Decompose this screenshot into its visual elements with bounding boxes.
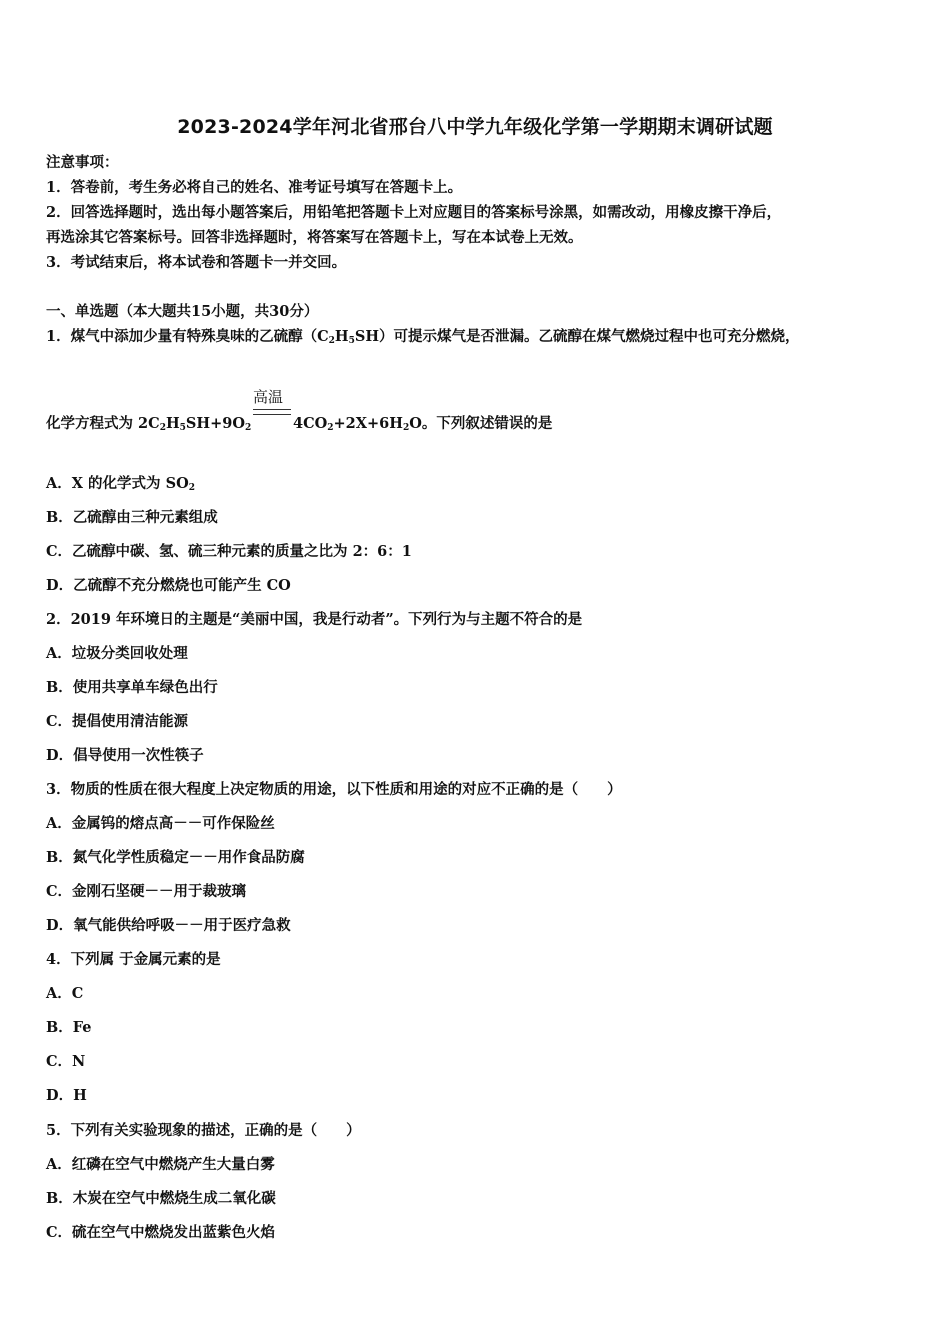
equation-part: SH+9O — [185, 415, 245, 432]
subscript: 5 — [179, 423, 186, 433]
equation-part: H — [165, 415, 180, 432]
q1-equation-left — [46, 412, 251, 433]
q1-stem-part: SH）可提示煤气是否泄漏。乙硫醇在煤气燃烧过程中也可充分燃烧， — [354, 328, 800, 345]
q4-option-a: A．C — [46, 985, 84, 1002]
page-title: 2023-2024学年河北省邢台八中学九年级化学第一学期期末调研试题 — [177, 116, 773, 138]
q3-option-c: C．金刚石坚硬－－用于裁玻璃 — [46, 883, 247, 900]
q5-option-b: B．木炭在空气中燃烧生成二氧化碳 — [46, 1190, 276, 1207]
q4-stem: 4．下列属 于金属元素的是 — [46, 951, 221, 968]
q2-option-b: B．使用共享单车绿色出行 — [46, 679, 218, 696]
q4-option-d: D．H — [46, 1087, 87, 1104]
q4-option-c: C．N — [46, 1053, 86, 1070]
subscript: 2 — [188, 483, 195, 493]
q3-stem: 3．物质的性质在很大程度上决定物质的用途，以下性质和用途的对应不正确的是（ ） — [46, 781, 622, 798]
equation-part: 化学方程式为 2C — [46, 415, 160, 432]
notice-item-1: 1．答卷前，考生务必将自己的姓名、准考证号填写在答题卡上。 — [46, 179, 463, 196]
q2-option-d: D．倡导使用一次性筷子 — [46, 747, 204, 764]
notice-item-2: 2．回答选择题时，选出每小题答案后，用铅笔把答题卡上对应题目的答案标号涂黑，如需改动，用橡皮擦干净后， — [46, 204, 782, 221]
option-text: A．X 的化学式为 SO — [46, 475, 189, 492]
q1-option-d: D．乙硫醇不充分燃烧也可能产生 CO — [46, 577, 291, 594]
reaction-condition: 高温 — [253, 388, 284, 406]
subscript: 5 — [348, 336, 355, 346]
q5-option-c: C．硫在空气中燃烧发出蓝紫色火焰 — [46, 1224, 276, 1241]
equation-equals-sign — [253, 409, 291, 415]
q1-stem — [46, 325, 800, 346]
subscript: 2 — [327, 423, 334, 433]
q2-option-a: A．垃圾分类回收处理 — [46, 645, 188, 662]
notice-item-2-cont: 再选涂其它答案标号。回答非选择题时，将答案写在答题卡上，写在本试卷上无效。 — [46, 229, 583, 246]
q3-option-d: D．氧气能供给呼吸－－用于医疗急救 — [46, 917, 291, 934]
q1-stem-part: 1．煤气中添加少量有特殊臭味的乙硫醇（C — [46, 328, 329, 345]
subscript: 2 — [244, 423, 252, 433]
notice-item-3: 3．考试结束后，将本试卷和答题卡一并交回。 — [46, 254, 347, 271]
section-heading: 一、单选题（本大题共15小题，共30分） — [46, 303, 319, 320]
equation-part: 4CO — [293, 415, 328, 432]
subscript: 2 — [328, 336, 335, 346]
q4-option-b: B．Fe — [46, 1019, 92, 1036]
q2-stem: 2．2019 年环境日的主题是“美丽中国，我是行动者”。下列行为与主题不符合的是 — [46, 611, 583, 628]
notice-heading: 注意事项： — [46, 154, 119, 171]
q3-option-a: A．金属钨的熔点高－－可作保险丝 — [46, 815, 275, 832]
q5-option-a: A．红磷在空气中燃烧产生大量白雾 — [46, 1156, 275, 1173]
q1-stem-part: H — [334, 328, 349, 345]
q1-option-c: C．乙硫醇中碳、氢、硫三种元素的质量之比为 2：6：1 — [46, 543, 412, 560]
subscript: 2 — [159, 423, 166, 433]
subscript: 2 — [402, 423, 410, 433]
equation-part: +2X+6H — [333, 415, 403, 432]
q1-option-b: B．乙硫醇由三种元素组成 — [46, 509, 218, 526]
q5-stem: 5．下列有关实验现象的描述，正确的是（ ） — [46, 1122, 361, 1139]
equation-part: O。下列叙述错误的是 — [409, 415, 553, 432]
q1-option-a — [46, 472, 195, 493]
q2-option-c: C．提倡使用清洁能源 — [46, 713, 189, 730]
q1-equation-right — [293, 412, 552, 433]
q3-option-b: B．氮气化学性质稳定－－用作食品防腐 — [46, 849, 305, 866]
